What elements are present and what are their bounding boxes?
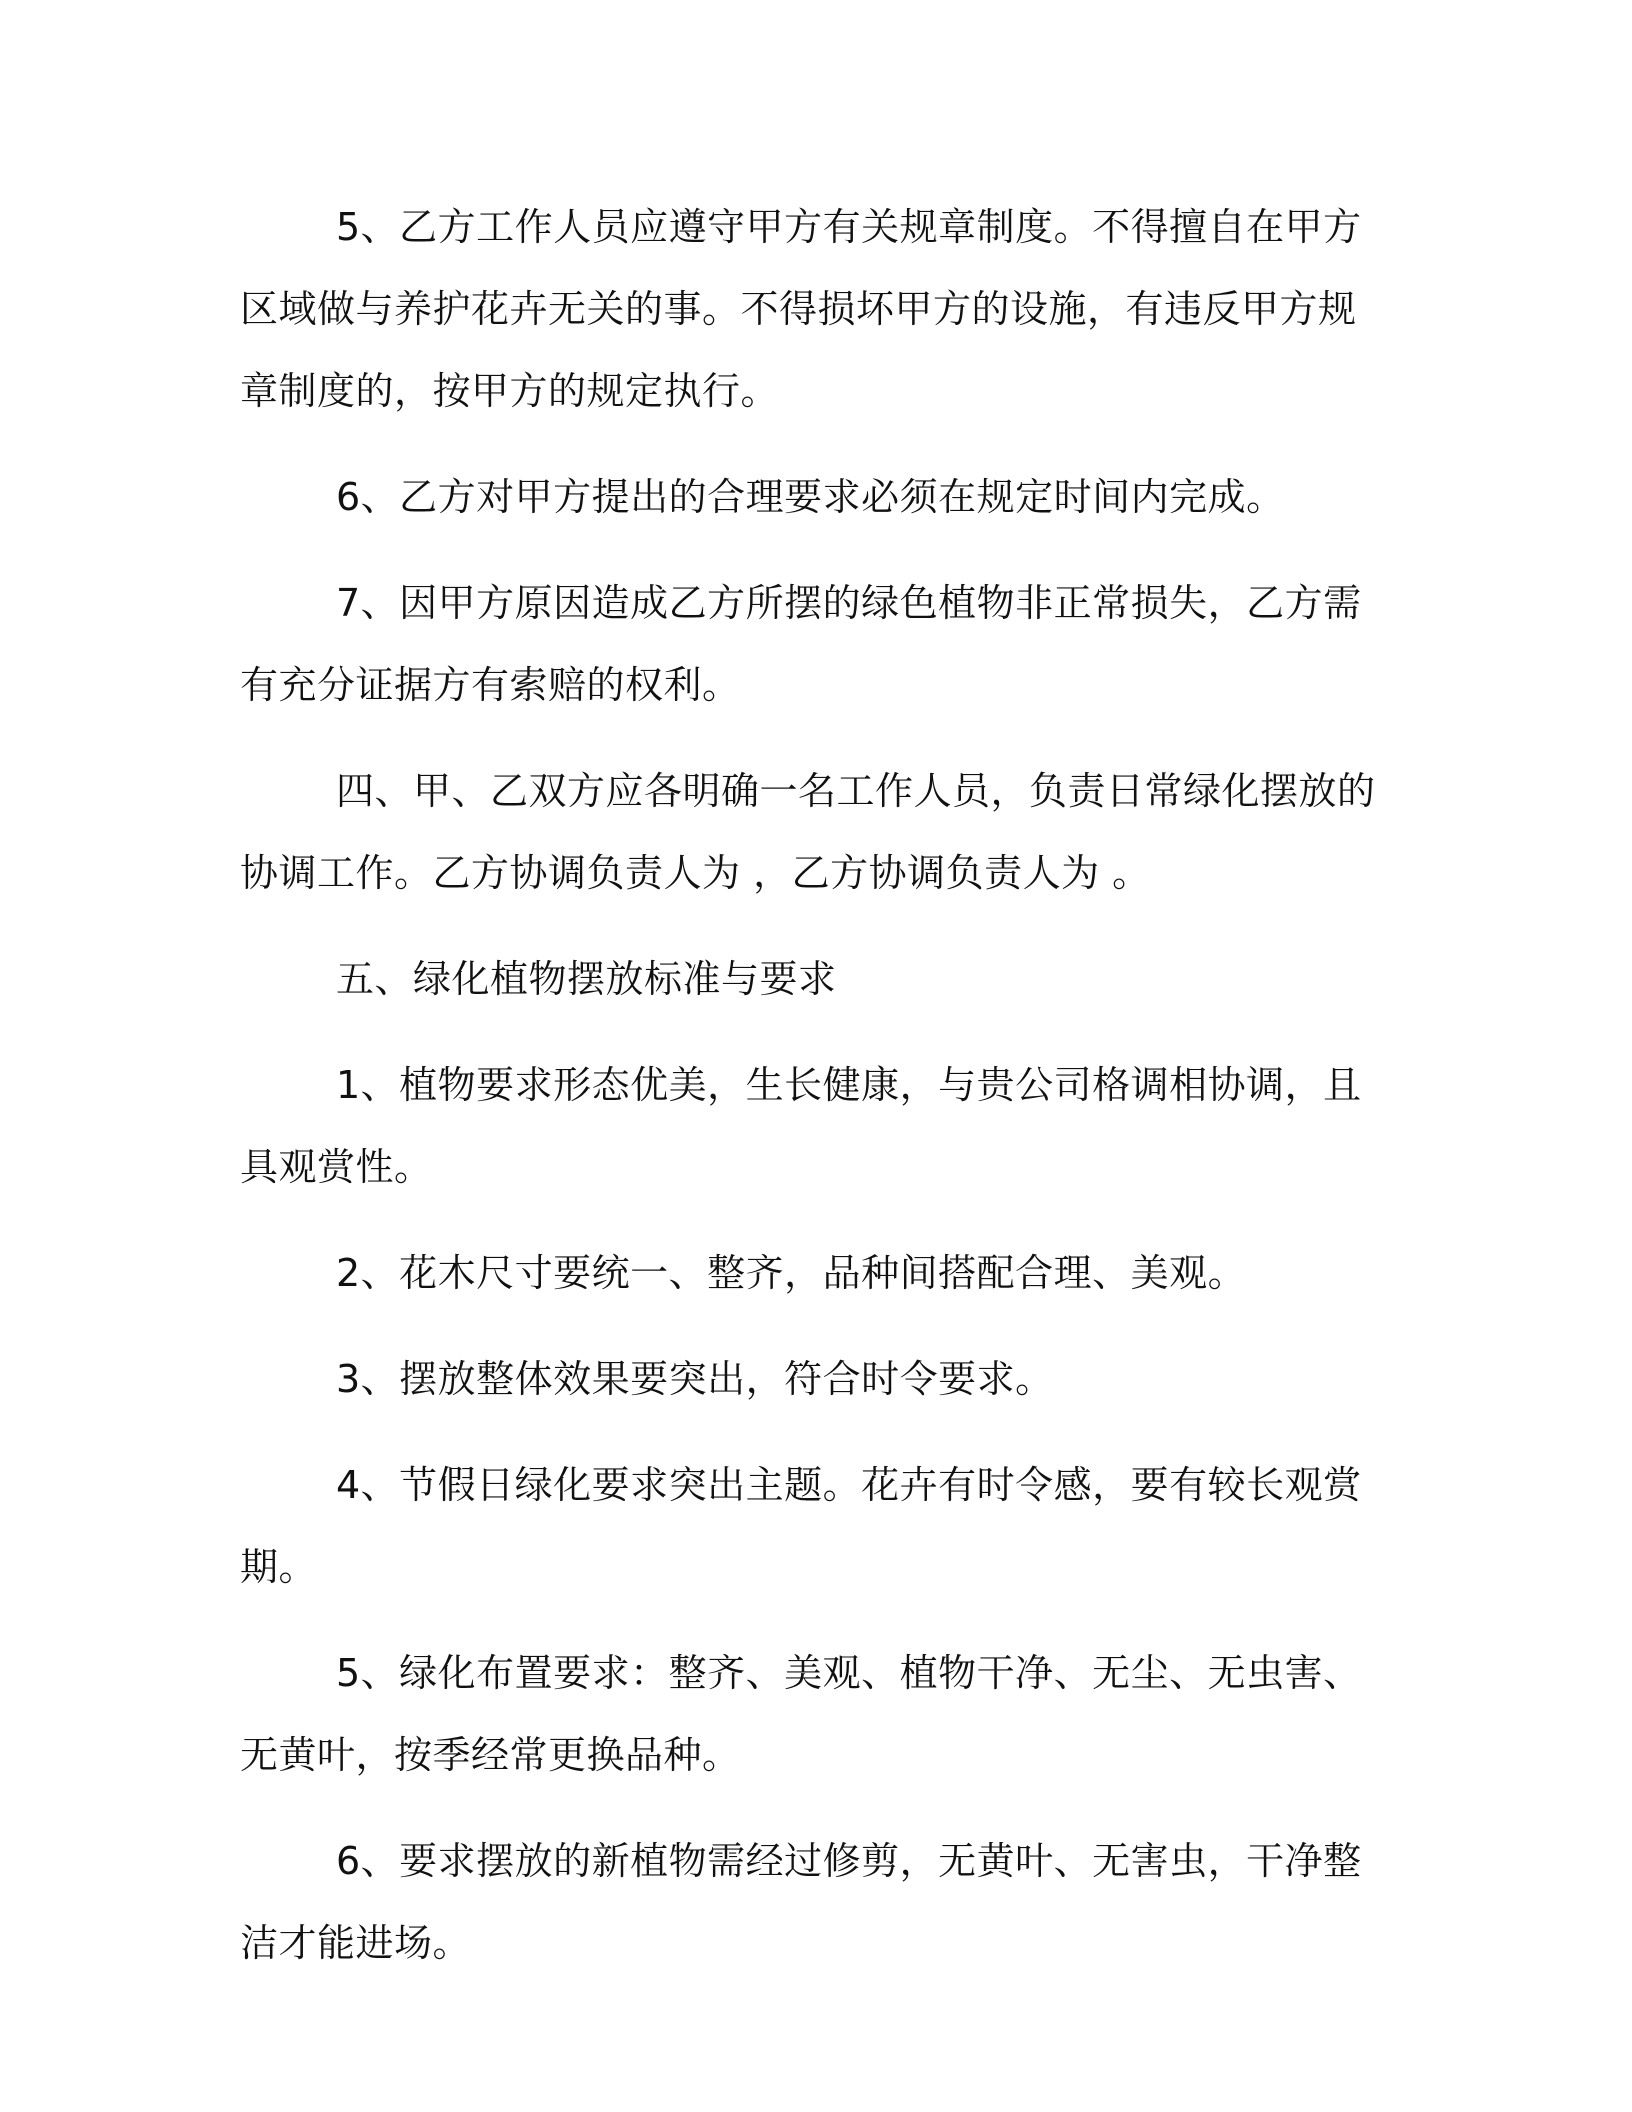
paragraph-standard-2: 2、花木尺寸要统一、整齐，品种间搭配合理、美观。	[336, 1251, 1247, 1295]
paragraph-standard-1: 1、植物要求形态优美，生长健康，与贵公司格调相协调，且具观赏性。	[240, 1063, 1362, 1189]
document-body	[240, 186, 1386, 1984]
paragraph-gap	[240, 432, 1386, 456]
paragraph-rule-5-conduct: 5、乙方工作人员应遵守甲方有关规章制度。不得擅自在甲方区域做与养护花卉无关的事。不得损坏甲方的设施，有违反甲方规章制度的，按甲方的规定执行。	[240, 205, 1362, 413]
paragraph-standard-3: 3、摆放整体效果要突出，符合时令要求。	[336, 1357, 1054, 1401]
paragraph-standard-4: 4、节假日绿化要求突出主题。花卉有时令感，要有较长观赏期。	[240, 1463, 1362, 1589]
section-heading-5: 五、绿化植物摆放标准与要求	[336, 957, 837, 1001]
paragraph-gap	[240, 1608, 1386, 1632]
paragraph-gap	[240, 726, 1386, 750]
paragraph-gap	[240, 1796, 1386, 1820]
paragraph-rule-7-compensation: 7、因甲方原因造成乙方所摆的绿色植物非正常损失，乙方需有充分证据方有索赔的权利。	[240, 581, 1362, 707]
paragraph-rule-6-requests: 6、乙方对甲方提出的合理要求必须在规定时间内完成。	[336, 475, 1285, 519]
paragraph-section-4-coordinators: 四、甲、乙双方应各明确一名工作人员，负责日常绿化摆放的协调工作。乙方协调负责人为 ，乙方协调负责人为 。	[240, 769, 1376, 895]
paragraph-standard-5: 5、绿化布置要求：整齐、美观、植物干净、无尘、无虫害、无黄叶，按季经常更换品种。	[240, 1651, 1362, 1777]
paragraph-gap	[240, 1020, 1386, 1044]
paragraph-gap	[240, 914, 1386, 938]
paragraph-gap	[240, 1314, 1386, 1338]
paragraph-gap	[240, 1208, 1386, 1232]
paragraph-gap	[240, 538, 1386, 562]
paragraph-standard-6: 6、要求摆放的新植物需经过修剪，无黄叶、无害虫，干净整洁才能进场。	[240, 1839, 1362, 1965]
paragraph-gap	[240, 1420, 1386, 1444]
